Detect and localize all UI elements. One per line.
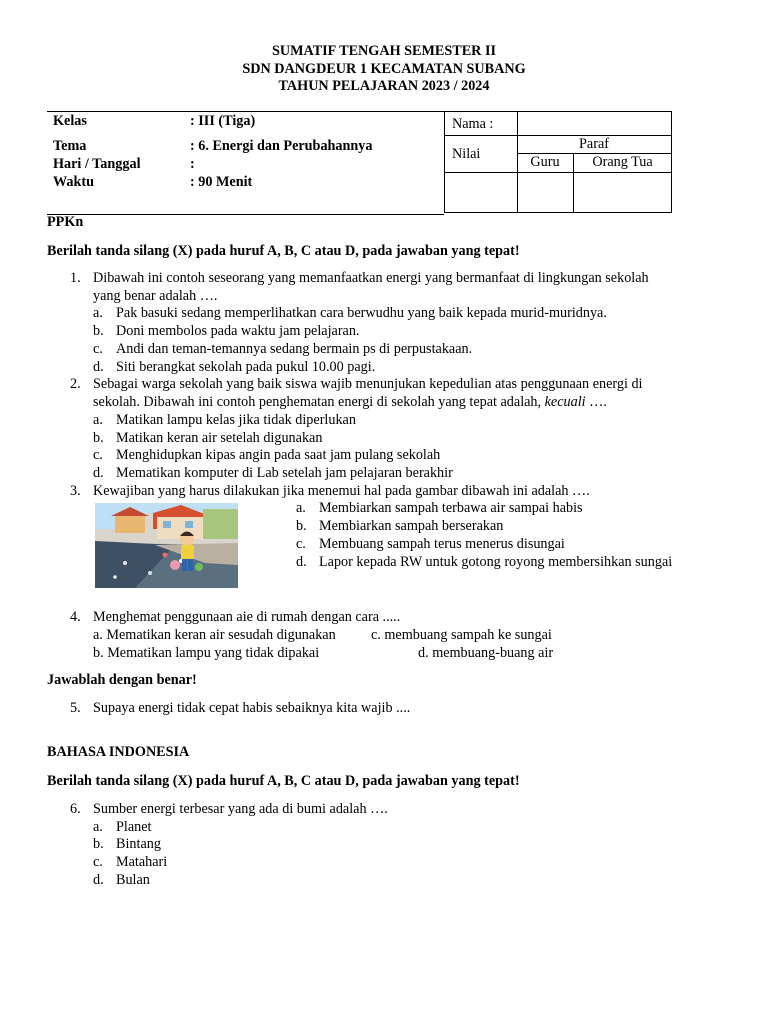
q3-number: 3. (70, 483, 81, 499)
q2-letter-b: b. (93, 430, 104, 446)
q3-option-a[interactable]: Membiarkan sampah terbawa air sampai habis (319, 500, 583, 516)
q3-option-b[interactable]: Membiarkan sampah berserakan (319, 518, 504, 534)
nama-label: Nama : (452, 116, 494, 132)
q3-letter-d: d. (296, 554, 307, 570)
q4-option-a[interactable]: a. Mematikan keran air sesudah digunakan (93, 627, 336, 643)
q1-text-line1: Dibawah ini contoh seseorang yang memanfaatkan energi yang bermanfaat di lingkungan sekolah (93, 270, 649, 286)
q5-number: 5. (70, 700, 81, 716)
q2-text-line1: Sebagai warga sekolah yang baik siswa wajib menunjukan kepedulian atas penggunaan energi di (93, 376, 643, 392)
river-trash-illustration (95, 503, 238, 588)
q2-option-a[interactable]: Matikan lampu kelas jika tidak diperlukan (116, 412, 356, 428)
orang-tua-label: Orang Tua (592, 154, 653, 170)
q6-letter-d: d. (93, 872, 104, 888)
q4-number: 4. (70, 609, 81, 625)
q1-text-line2: yang benar adalah …. (93, 288, 218, 304)
q1-letter-b: b. (93, 323, 104, 339)
header-year: TAHUN PELAJARAN 2023 / 2024 (278, 78, 490, 94)
nilai-label: Nilai (452, 146, 481, 162)
q6-option-a[interactable]: Planet (116, 819, 152, 835)
q1-letter-c: c. (93, 341, 103, 357)
q6-letter-b: b. (93, 836, 104, 852)
q1-number: 1. (70, 270, 81, 286)
paraf-label: Paraf (579, 136, 609, 152)
q2-letter-d: d. (93, 465, 104, 481)
info-block: Kelas : III (Tiga) Tema : 6. Energi dan Perubahannya Hari / Tanggal : Waktu : 90 Menit (47, 111, 444, 215)
q4-option-c[interactable]: c. membuang sampah ke sungai (371, 627, 552, 643)
section-jawablah: Jawablah dengan benar! (47, 672, 197, 688)
q2-letter-a: a. (93, 412, 103, 428)
q2-kecuali: kecuali (544, 394, 586, 410)
q6-option-c[interactable]: Matahari (116, 854, 168, 870)
q3-text-line1: Kewajiban yang harus dilakukan jika menemui hal pada gambar dibawah ini adalah …. (93, 483, 590, 499)
q3-letter-a: a. (296, 500, 306, 516)
q3-option-d[interactable]: Lapor kepada RW untuk gotong royong membersihkan sungai (319, 554, 673, 570)
q6-option-d[interactable]: Bulan (116, 872, 150, 888)
grade-grid (444, 111, 672, 213)
q5-text-line1: Supaya energi tidak cepat habis sebaiknya kita wajib .... (93, 700, 411, 716)
q4-option-b[interactable]: b. Mematikan lampu yang tidak dipakai (93, 645, 320, 661)
header-title: SUMATIF TENGAH SEMESTER II (271, 43, 497, 59)
q1-option-a[interactable]: Pak basuki sedang memperlihatkan cara berwudhu yang baik kepada murid-muridnya. (116, 305, 607, 321)
q6-letter-c: c. (93, 854, 103, 870)
q6-option-b[interactable]: Bintang (116, 836, 161, 852)
exam-header (0, 43, 768, 96)
q4-text-line1: Menghemat penggunaan aie di rumah dengan cara ..... (93, 609, 401, 625)
q6-letter-a: a. (93, 819, 103, 835)
q1-letter-d: d. (93, 359, 104, 375)
header-school: SDN DANGDEUR 1 KECAMATAN SUBANG (242, 60, 526, 77)
q1-option-c[interactable]: Andi dan teman-temannya sedang bermain ps di perpustakaan. (116, 341, 473, 357)
q1-letter-a: a. (93, 305, 103, 321)
q3-letter-c: c. (296, 536, 306, 552)
q1-option-d[interactable]: Siti berangkat sekolah pada pukul 10.00 pagi. (116, 359, 376, 375)
q4-option-d[interactable]: d. membuang-buang air (418, 645, 554, 661)
q2-option-c[interactable]: Menghidupkan kipas angin pada saat jam pulang sekolah (116, 447, 441, 463)
q2-option-b[interactable]: Matikan keran air setelah digunakan (116, 430, 323, 446)
guru-label: Guru (530, 154, 560, 170)
instruction-ppkn: Berilah tanda silang (X) pada huruf A, B, C atau D, pada jawaban yang tepat! (47, 243, 520, 259)
q3-letter-b: b. (296, 518, 307, 534)
q1-option-b[interactable]: Doni membolos pada waktu jam pelajaran. (116, 323, 360, 339)
q2-text-line2: sekolah. Dibawah ini contoh penghematan energi di sekolah yang tepat adalah, kecuali …. (93, 394, 607, 410)
section-ppkn: PPKn (47, 214, 84, 230)
q3-option-c[interactable]: Membuang sampah terus menerus disungai (319, 536, 565, 552)
q6-text-line1: Sumber energi terbesar yang ada di bumi adalah …. (93, 801, 388, 817)
q2-number: 2. (70, 376, 81, 392)
q2-option-d[interactable]: Mematikan komputer di Lab setelah jam pelajaran berakhir (116, 465, 453, 481)
q2-letter-c: c. (93, 447, 103, 463)
q6-number: 6. (70, 801, 81, 817)
instruction-bahasa: Berilah tanda silang (X) pada huruf A, B, C atau D, pada jawaban yang tepat! (47, 773, 520, 789)
section-bahasa-indonesia: BAHASA INDONESIA (47, 744, 190, 760)
